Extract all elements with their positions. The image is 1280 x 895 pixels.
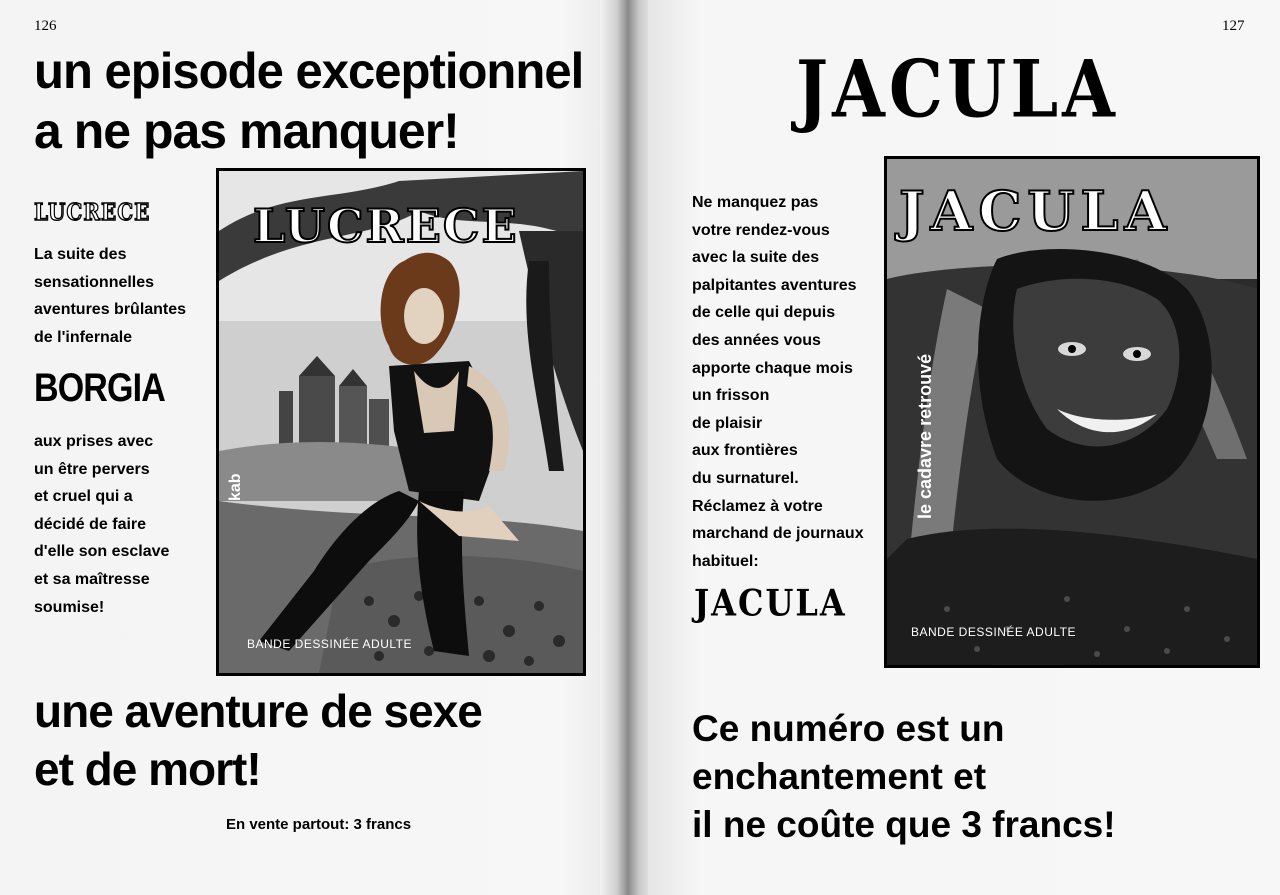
cover-vertical-title: le cadavre retrouvé bbox=[915, 353, 935, 519]
body-line: avec la suite des bbox=[692, 249, 820, 267]
lucrece-cover-caption: BANDE DESSINÉE ADULTE bbox=[247, 637, 412, 651]
body-line: de celle qui depuis bbox=[692, 304, 836, 322]
lucrece-logo: LUCRECE bbox=[34, 198, 151, 226]
jacula-cover-caption: BANDE DESSINÉE ADULTE bbox=[911, 625, 1076, 639]
intro-line: La suite des bbox=[34, 246, 127, 263]
intro-line: aventures brûlantes bbox=[34, 301, 187, 319]
jacula-body-text bbox=[692, 189, 864, 575]
desc-line: soumise! bbox=[34, 598, 105, 616]
price-footer: En vente partout: 3 francs bbox=[226, 816, 412, 833]
closing-line-3: il ne coûte que 3 francs! bbox=[692, 804, 1116, 845]
body-line: Réclamez à votre bbox=[692, 497, 823, 515]
tagline-line-2: et de mort! bbox=[34, 743, 261, 795]
body-line: aux frontières bbox=[692, 442, 798, 460]
tagline-line-1: une aventure de sexe bbox=[34, 685, 482, 737]
desc-line: et cruel qui a bbox=[34, 488, 133, 506]
body-line: du surnaturel. bbox=[692, 469, 799, 487]
jacula-cover-title: JACULA bbox=[899, 179, 1173, 243]
body-line: habituel: bbox=[692, 552, 759, 570]
desc-line: d'elle son esclave bbox=[34, 543, 170, 561]
body-line: de plaisir bbox=[692, 414, 763, 432]
closing-line-2: enchantement et bbox=[692, 756, 987, 797]
body-line: marchand de journaux bbox=[692, 525, 864, 543]
body-line: apporte chaque mois bbox=[692, 359, 853, 377]
description-text bbox=[34, 428, 169, 621]
body-line: des années vous bbox=[692, 331, 821, 349]
intro-line: de l'infernale bbox=[34, 328, 133, 346]
headline-line-2: a ne pas manquer! bbox=[34, 103, 459, 159]
left-page bbox=[0, 0, 622, 895]
body-line: votre rendez-vous bbox=[692, 221, 830, 239]
lucrece-cover-title: LUCRECE bbox=[253, 199, 519, 253]
intro-line: sensationnelles bbox=[34, 273, 155, 291]
page-number-left: 126 bbox=[34, 18, 57, 34]
jacula-logo: JACULA bbox=[694, 581, 847, 625]
jacula-title: JACULA bbox=[796, 44, 1119, 136]
cover-artist-signature: kab bbox=[227, 473, 244, 501]
desc-line: décidé de faire bbox=[34, 515, 147, 533]
page-number-right: 127 bbox=[1222, 18, 1245, 34]
body-line: palpitantes aventures bbox=[692, 276, 857, 294]
jacula-cover-image bbox=[884, 156, 1260, 668]
desc-line: et sa maîtresse bbox=[34, 570, 150, 588]
desc-line: aux prises avec bbox=[34, 433, 154, 450]
lucrece-cover-image bbox=[216, 168, 586, 676]
body-line: un frisson bbox=[692, 387, 770, 405]
desc-line: un être pervers bbox=[34, 460, 150, 478]
body-line: Ne manquez pas bbox=[692, 194, 819, 211]
borgia-name: BORGIA bbox=[34, 366, 165, 410]
headline-line-1: un episode exceptionnel bbox=[34, 43, 584, 99]
right-page bbox=[648, 0, 1280, 895]
closing-line-1: Ce numéro est un bbox=[692, 708, 1005, 749]
intro-text bbox=[34, 241, 186, 351]
